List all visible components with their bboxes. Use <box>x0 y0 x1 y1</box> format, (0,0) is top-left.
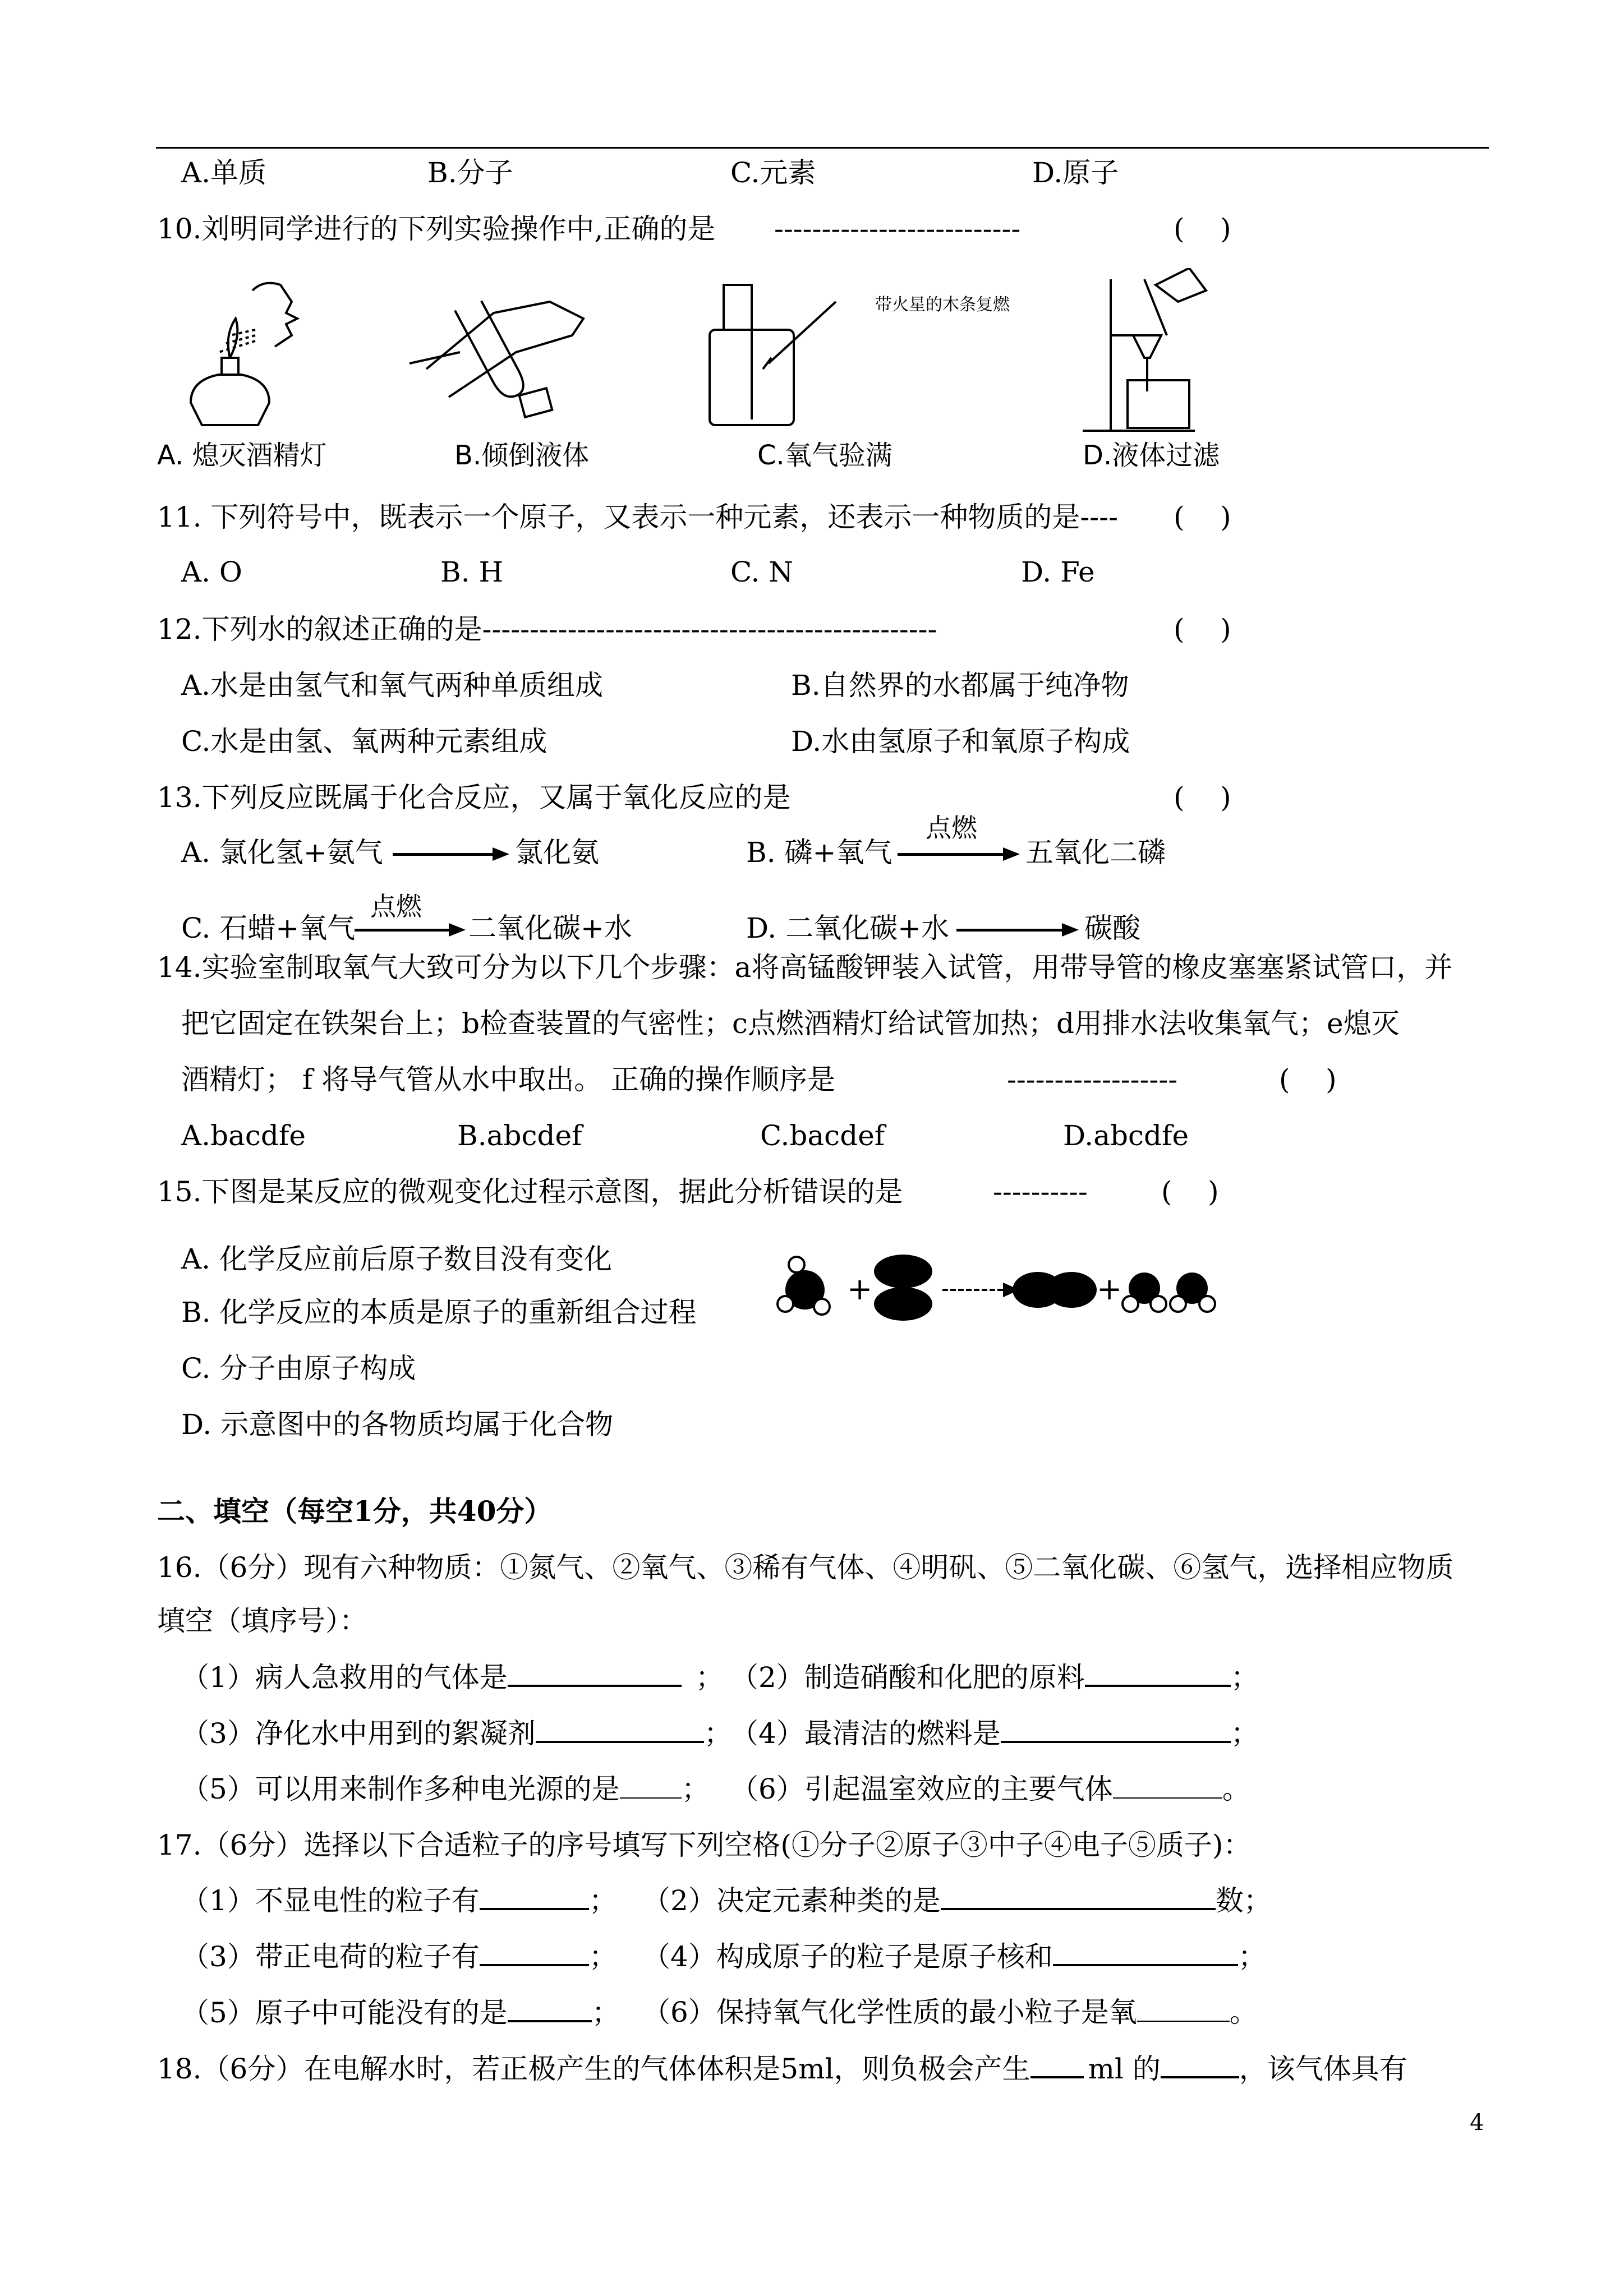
q17-item-1-label: （1）不显电性的粒子有 <box>181 1884 480 1917</box>
reactant-molecule-1 <box>778 1257 830 1315</box>
reaction-arrow <box>942 1284 1016 1295</box>
q16-item-6-row <box>730 1772 1250 1806</box>
header-rule <box>156 147 1489 149</box>
q16-item-4-label: （4）最清洁的燃料是 <box>730 1717 1001 1750</box>
q13-option-c-reactants: C. 石蜡+氧气 <box>181 912 356 944</box>
q16-item-2-label: （2）制造硝酸和化肥的原料 <box>730 1661 1085 1694</box>
product-molecule-2 <box>1122 1273 1215 1312</box>
q17-item-6-blank[interactable] <box>1137 1996 1230 2022</box>
q12-stem: 12.下列水的叙述正确的是------------------------------------------------ <box>157 613 937 646</box>
lab-operations-drawing <box>157 268 1240 436</box>
q16-line-1: 16.（6分）现有六种物质：①氮气、②氧气、③稀有气体、④明矾、⑤二氧化碳、⑥氢气，选择相应物质 <box>157 1551 1454 1584</box>
q16-item-6-label: （6）引起温室效应的主要气体 <box>730 1773 1113 1805</box>
q16-item-3-label: （3）净化水中用到的絮凝剂 <box>181 1717 536 1750</box>
q17-item-1-blank[interactable] <box>480 1883 589 1910</box>
q16-item-3-semicolon: ； <box>703 1717 732 1750</box>
q17-item-3-label: （3）带正电荷的粒子有 <box>181 1940 480 1973</box>
q15-option-a: A. 化学反应前后原子数目没有变化 <box>181 1243 612 1275</box>
pouring-liquid-figure <box>410 297 583 417</box>
q16-item-2-row <box>730 1660 1259 1694</box>
q13-option-c-arrowhead <box>449 923 466 937</box>
q13-answer-paren: ( ) <box>1174 781 1231 814</box>
q10-caption-d: D.液体过滤 <box>1083 440 1220 471</box>
q17-item-4-semicolon: ； <box>1237 1940 1266 1973</box>
q10-figure <box>157 268 1240 481</box>
q12-option-c: C.水是由氢、氧两种元素组成 <box>181 725 548 758</box>
q16-item-1-blank[interactable] <box>508 1660 682 1687</box>
q11-option-d: D. Fe <box>1021 556 1095 588</box>
q16-item-1-label: （1）病人急救用的气体是 <box>181 1661 508 1694</box>
q16-item-2-semicolon: ； <box>1230 1661 1259 1694</box>
q16-item-3-row <box>181 1716 732 1750</box>
q12-option-a: A.水是由氢气和氧气两种单质组成 <box>181 669 604 702</box>
q14-line-1: 14.实验室制取氧气大致可分为以下几个步骤：a将高锰酸钾装入试管，用带导管的橡皮塞塞紧试管口，并 <box>157 951 1453 984</box>
q14-line-2: 把它固定在铁架台上；b检查装置的气密性；c点燃酒精灯给试管加热；d用排水法收集氧气；e熄灭 <box>181 1007 1400 1040</box>
q15-stem: 15.下图是某反应的微观变化过程示意图，据此分析错误的是 <box>157 1175 903 1208</box>
q13-option-d-arrow <box>956 929 1063 932</box>
q15-reaction-diagram <box>774 1248 1223 1326</box>
q14-option-a: A.bacdfe <box>181 1119 306 1152</box>
q16-item-1-row <box>181 1660 724 1694</box>
plus-sign-1: + <box>847 1271 873 1307</box>
q17-item-6-label: （6）保持氧气化学性质的最小粒子是氧 <box>642 1996 1137 2028</box>
q13-option-c-condition: 点燃 <box>370 891 422 921</box>
q10-figure-note: 带火星的木条复燃 <box>875 295 1010 315</box>
q16-item-5-label: （5）可以用来制作多种电光源的是 <box>181 1773 620 1805</box>
q13-option-d-reactants: D. 二氧化碳+水 <box>746 912 949 944</box>
q17-item-6-period: 。 <box>1229 1996 1258 2028</box>
q17-item-2-row <box>642 1883 1272 1917</box>
q13-option-b-condition: 点燃 <box>926 813 977 843</box>
q18-text-3: ，该气体具有 <box>1239 2053 1407 2085</box>
q13-option-a-reactants: A. 氯化氢+氨气 <box>181 836 383 869</box>
q18-row <box>157 2051 1407 2086</box>
q17-item-2-tail: 数； <box>1215 1884 1272 1917</box>
q11-stem: 11. 下列符号中，既表示一个原子，又表示一种元素，还表示一种物质的是---- <box>157 501 1118 533</box>
q16-item-4-row <box>730 1716 1259 1750</box>
oxygen-test-figure <box>710 285 836 425</box>
q18-blank-volume[interactable] <box>1030 2051 1084 2078</box>
q10-caption-c: C.氧气验满 <box>757 440 892 471</box>
q18-blank-gas[interactable] <box>1161 2051 1239 2078</box>
q10-caption-b: B.倾倒液体 <box>454 440 590 471</box>
q16-item-3-blank[interactable] <box>536 1716 704 1743</box>
q16-line-2: 填空（填序号）： <box>157 1605 367 1637</box>
q14-option-c: C.bacdef <box>760 1119 885 1152</box>
filtration-figure <box>1083 268 1206 431</box>
q13-option-b-product: 五氧化二磷 <box>1025 836 1166 869</box>
q13-option-b-reactants: B. 磷+氧气 <box>746 836 892 869</box>
q17-item-4-blank[interactable] <box>1053 1939 1238 1966</box>
q13-option-a-arrow <box>393 853 494 856</box>
plus-sign-2: + <box>1097 1271 1122 1307</box>
q17-item-1-semicolon: ； <box>588 1884 617 1917</box>
q13-option-a-arrowhead <box>493 847 509 861</box>
q14-option-b: B.abcdef <box>457 1119 582 1152</box>
q11-answer-paren: ( ) <box>1174 501 1231 533</box>
q13-option-b-arrow <box>898 853 1004 856</box>
q14-dashes: ------------------ <box>1007 1063 1178 1096</box>
q11-option-a: A. O <box>181 556 242 588</box>
q9-option-c: C.元素 <box>730 156 816 189</box>
q10-caption-a: A. 熄灭酒精灯 <box>157 440 327 471</box>
q14-option-d: D.abcdfe <box>1063 1119 1189 1152</box>
q16-item-1-semicolon: ； <box>695 1661 724 1694</box>
reactant-molecule-2 <box>874 1255 932 1321</box>
q13-stem: 13.下列反应既属于化合反应，又属于氧化反应的是 <box>157 781 791 814</box>
q15-dashes: ---------- <box>993 1175 1088 1208</box>
q13-option-a-product: 氯化氨 <box>515 836 599 869</box>
q15-option-b: B. 化学反应的本质是原子的重新组合过程 <box>181 1296 697 1329</box>
q17-item-2-label: （2）决定元素种类的是 <box>642 1884 941 1917</box>
q9-option-b: B.分子 <box>427 156 513 189</box>
q17-item-4-label: （4）构成原子的粒子是原子核和 <box>642 1940 1053 1973</box>
q11-option-c: C. N <box>730 556 794 588</box>
q14-line-3: 酒精灯； f 将导气管从水中取出。 正确的操作顺序是 <box>181 1063 836 1096</box>
q17-line-1: 17.（6分）选择以下合适粒子的序号填写下列空格(①分子②原子③中子④电子⑤质子)： <box>157 1829 1252 1861</box>
q16-item-5-blank[interactable] <box>620 1773 682 1799</box>
q13-option-c-product: 二氧化碳+水 <box>468 912 632 944</box>
q17-item-5-label: （5）原子中可能没有的是 <box>181 1997 508 2029</box>
q13-option-d-product: 碳酸 <box>1084 912 1140 944</box>
q15-option-d: D. 示意图中的各物质均属于化合物 <box>181 1408 614 1441</box>
q13-option-d-arrowhead <box>1062 923 1079 937</box>
q15-option-c: C. 分子由原子构成 <box>181 1352 416 1385</box>
q12-option-d: D.水由氢原子和氧原子构成 <box>791 725 1130 758</box>
q11-option-b: B. H <box>440 556 504 588</box>
q17-item-5-row <box>181 1995 620 2030</box>
product-molecule-1 <box>1013 1272 1097 1308</box>
q13-option-b-arrowhead <box>1003 847 1020 861</box>
q17-item-4-row <box>642 1939 1266 1974</box>
page-number: 4 <box>1470 2110 1484 2136</box>
q9-option-d: D.原子 <box>1032 156 1119 189</box>
q16-item-4-semicolon: ； <box>1230 1717 1259 1750</box>
q18-text-1: 18.（6分）在电解水时，若正极产生的气体体积是5ml，则负极会产生 <box>157 2053 1030 2085</box>
q15-answer-paren: ( ) <box>1161 1175 1219 1208</box>
q17-item-1-row <box>181 1883 617 1917</box>
q12-option-b: B.自然界的水都属于纯净物 <box>791 669 1129 702</box>
q17-item-6-row <box>642 1995 1258 2029</box>
q17-item-5-blank[interactable] <box>508 1995 592 2022</box>
q13-option-c-arrow <box>355 929 450 932</box>
q16-item-4-blank[interactable] <box>1001 1716 1231 1743</box>
q17-item-2-blank[interactable] <box>941 1883 1216 1910</box>
q12-answer-paren: ( ) <box>1174 613 1231 646</box>
q18-text-2: ml 的 <box>1088 2053 1161 2085</box>
q17-item-3-semicolon: ； <box>588 1940 617 1973</box>
q10-answer-paren: ( ) <box>1174 213 1231 245</box>
q16-item-6-blank[interactable] <box>1113 1773 1222 1799</box>
alcohol-lamp-figure <box>191 283 297 425</box>
q10-dashes: -------------------------- <box>774 213 1021 245</box>
q17-item-3-row <box>181 1939 617 1974</box>
section-2-heading: 二、填空（每空1分，共40分） <box>157 1495 553 1528</box>
q16-item-5-semicolon: ； <box>681 1773 710 1805</box>
q16-item-2-blank[interactable] <box>1085 1660 1231 1687</box>
q16-item-5-row <box>181 1772 710 1806</box>
q9-option-a: A.单质 <box>181 156 267 189</box>
q17-item-5-semicolon: ； <box>591 1997 620 2029</box>
q14-answer-paren: ( ) <box>1279 1063 1337 1096</box>
q17-item-3-blank[interactable] <box>480 1939 589 1966</box>
q10-stem: 10.刘明同学进行的下列实验操作中,正确的是 <box>157 213 716 245</box>
q16-item-6-period: 。 <box>1222 1773 1250 1805</box>
